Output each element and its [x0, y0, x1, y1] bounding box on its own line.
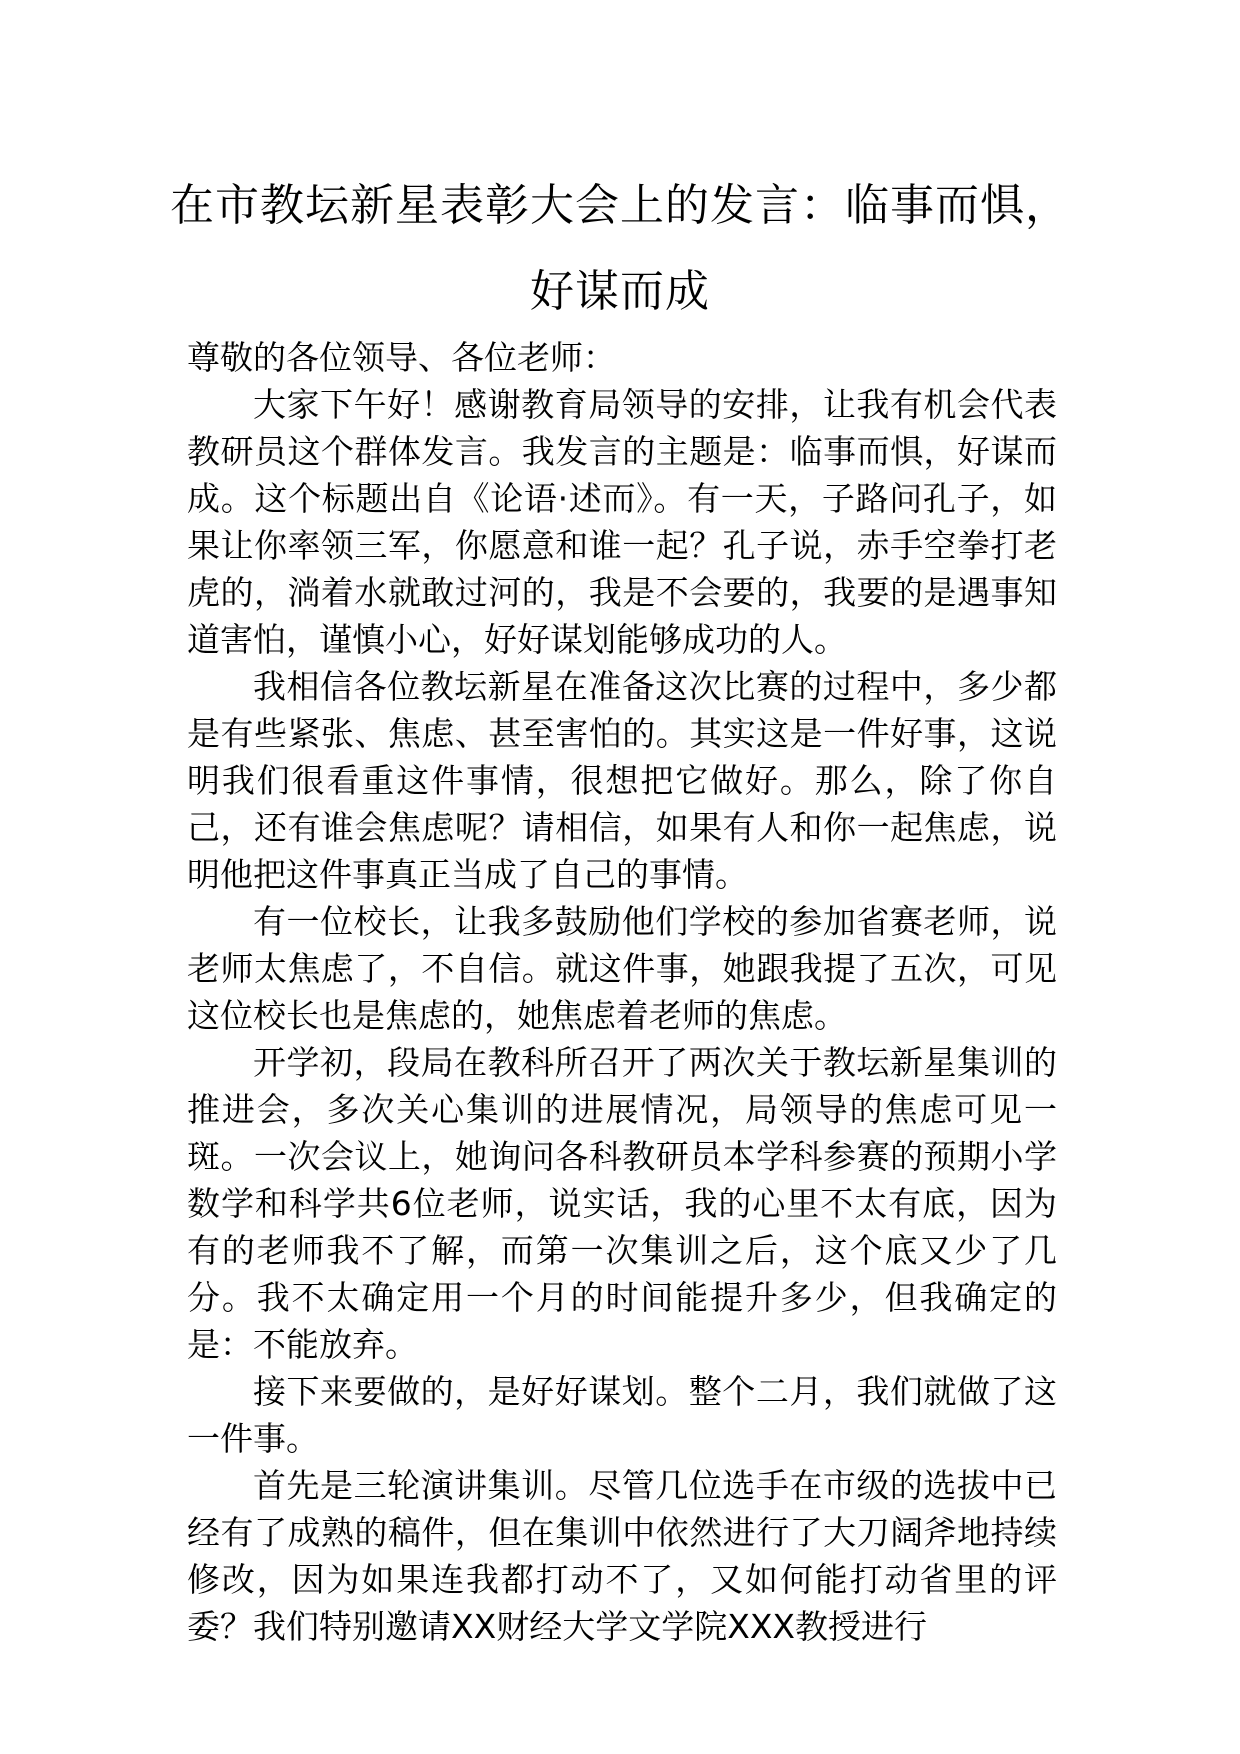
paragraph: 我相信各位教坛新星在准备这次比赛的过程中，多少都是有些紧张、焦虑、甚至害怕的。其实这是一件好事，这说明我们很看重这件事情，很想把它做好。那么，除了你自己，还有谁会焦虑呢？请相信，如果有人和你一起焦虑，说明他把这件事真正当成了自己的事情。 — [187, 667, 1057, 894]
salutation: 尊敬的各位领导、各位老师： — [187, 338, 616, 377]
paragraph: 有一位校长，让我多鼓励他们学校的参加省赛老师，说老师太焦虑了，不自信。就这件事，她跟我提了五次，可见这位校长也是焦虑的，她焦虑着老师的焦虑。 — [187, 902, 1057, 1035]
document-title: 在市教坛新星表彰大会上的发言：临事而惧，好谋而成 — [170, 180, 1070, 317]
paragraph: 开学初，段局在教科所召开了两次关于教坛新星集训的推进会，多次关心集训的进展情况，局领导的焦虑可见一斑。一次会议上，她询问各科教研员本学科参赛的预期小学数学和科学共6位老师，说实话，我的心里不太有底，因为有的老师我不了解，而第一次集训之后，这个底又少了几分。我不太确定用一个月的时间能提升多少，但我确定的是：不能放弃。 — [187, 1043, 1057, 1364]
paragraph: 首先是三轮演讲集训。尽管几位选手在市级的选拔中已经有了成熟的稿件，但在集训中依然进行了大刀阔斧地持续修改，因为如果连我都打动不了，又如何能打动省里的评委？我们特别邀请XX财经大学文学院XXX教授进行 — [187, 1466, 1057, 1646]
paragraph: 接下来要做的，是好好谋划。整个二月，我们就做了这一件事。 — [187, 1372, 1057, 1458]
document-body — [187, 334, 1057, 1650]
paragraph: 大家下午好！感谢教育局领导的安排，让我有机会代表教研员这个群体发言。我发言的主题是：临事而惧，好谋而成。这个标题出自《论语·述而》。有一天，子路问孔子，如果让你率领三军，你愿意和谁一起？孔子说，赤手空拳打老虎的，淌着水就敢过河的，我是不会要的，我要的是遇事知道害怕，谨慎小心，好好谋划能够成功的人。 — [187, 385, 1057, 659]
